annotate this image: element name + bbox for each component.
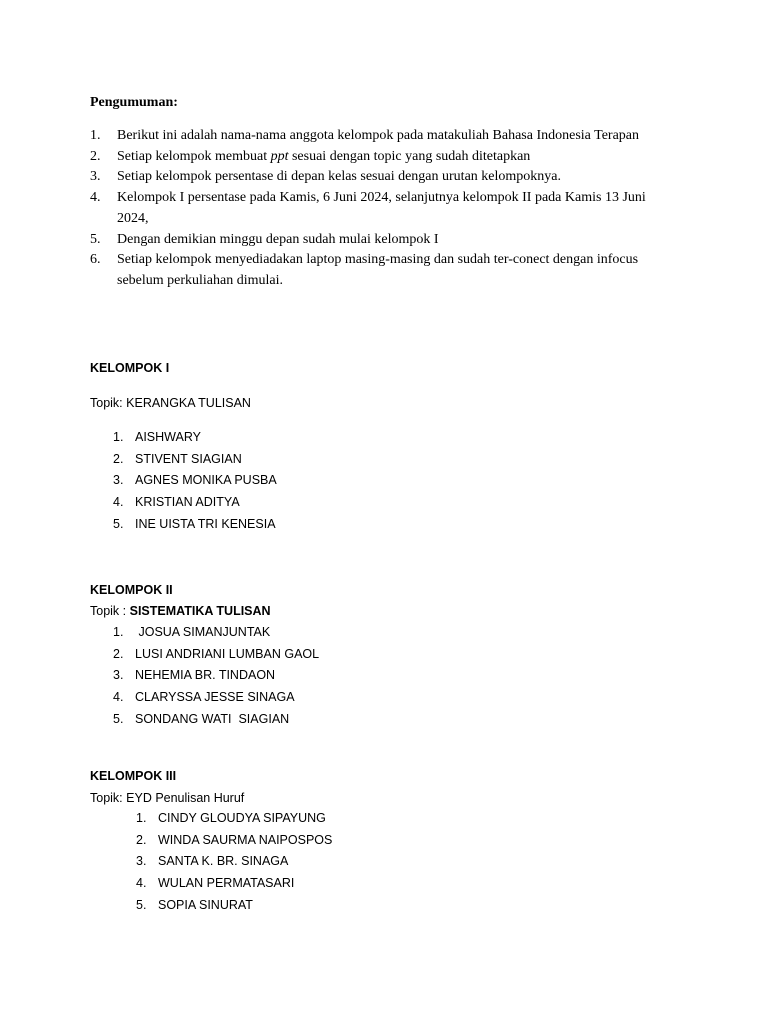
announcement-item-text: Berikut ini adalah nama-nama anggota kelompok pada matakuliah Bahasa Indonesia Terapan [117, 128, 640, 143]
announcement-title: Pengumuman: [90, 95, 178, 110]
member-name: INE UISTA TRI KENESIA [135, 516, 276, 531]
announcement-item-text: ppt [270, 148, 289, 164]
member-number: 2. [136, 832, 147, 847]
member-name: AISHWARY [135, 430, 201, 444]
group-3-title: KELOMPOK III [90, 769, 177, 783]
member-name: SONDANG WATI SIAGIAN [135, 711, 290, 726]
member-number: 4. [113, 495, 124, 510]
announcement-item [90, 126, 670, 147]
member-number: 5. [136, 897, 147, 912]
member-number: 3. [113, 668, 124, 683]
announcement-item-text: sesuai dengan topic yang sudah ditetapkan [288, 148, 531, 164]
announcement-item [90, 167, 670, 188]
member-name: AGNES MONIKA PUSBA [135, 473, 277, 488]
member-number: 2. [113, 646, 124, 661]
member-number: 5. [113, 516, 124, 531]
group-3-topic-label: Topik: [90, 791, 127, 805]
member-name: STIVENT SIAGIAN [135, 451, 242, 466]
group-1-topic-value: KERANGKA TULISAN [126, 396, 251, 410]
announcement-item-text: Setiap kelompok menyediadakan laptop masing-masing dan sudah ter-conect dengan infocus sebelum perkuliahan dimulai. [117, 252, 639, 288]
member-number: 5. [113, 711, 124, 726]
member-number: 2. [113, 451, 124, 466]
announcement-item-number: 3. [90, 169, 101, 185]
member-name: WINDA SAURMA NAIPOSPOS [158, 832, 333, 847]
announcement-item [90, 147, 670, 168]
member-number: 1. [113, 625, 124, 639]
announcement-item-number: 6. [90, 252, 101, 268]
announcement-list [90, 126, 670, 292]
announcement-item [90, 250, 670, 291]
announcement-item [90, 188, 670, 229]
member-name: WULAN PERMATASARI [158, 876, 295, 891]
group-1-topic [90, 394, 251, 412]
member-name: NEHEMIA BR. TINDAON [135, 668, 276, 683]
group-3-topic-value: EYD Penulisan Huruf [126, 791, 245, 805]
announcement-item-text: Setiap kelompok membuat [117, 148, 271, 164]
member-number: 1. [136, 811, 147, 825]
member-name: CLARYSSA JESSE SINAGA [135, 690, 295, 705]
group-1-topic-label: Topik: [90, 396, 127, 410]
announcement-item-text: Setiap kelompok persentase di depan kelas sesuai dengan urutan kelompoknya. [117, 169, 561, 185]
member-number: 3. [113, 473, 124, 488]
group-3-topic [90, 789, 244, 807]
group-2-topic-value: SISTEMATIKA TULISAN [129, 604, 271, 618]
announcement-item-text: Kelompok I persentase pada Kamis, 6 Juni 2024, selanjutnya kelompok II pada Kamis 13 Juni 2024, [117, 190, 646, 226]
member-number: 4. [113, 690, 124, 705]
group-2-topic [90, 602, 271, 620]
member-name: SOPIA SINURAT [158, 897, 253, 912]
announcement-item [90, 230, 670, 251]
announcement-item-number: 2. [90, 148, 101, 164]
announcement-item-number: 4. [90, 190, 101, 206]
member-name: KRISTIAN ADITYA [135, 495, 240, 510]
member-name: SANTA K. BR. SINAGA [158, 854, 289, 869]
announcement-item-number: 5. [90, 231, 101, 247]
member-number: 4. [136, 876, 147, 891]
group-2-topic-label: Topik : [90, 604, 130, 618]
group-2-title: KELOMPOK II [90, 583, 173, 597]
group-1-title: KELOMPOK I [90, 361, 170, 375]
member-number: 1. [113, 430, 124, 444]
member-name: LUSI ANDRIANI LUMBAN GAOL [135, 646, 320, 661]
member-number: 3. [136, 854, 147, 869]
member-name: JOSUA SIMANJUNTAK [135, 625, 271, 639]
announcement-item-number: 1. [90, 128, 101, 143]
member-name: CINDY GLOUDYA SIPAYUNG [158, 811, 326, 825]
announcement-item-text: Dengan demikian minggu depan sudah mulai kelompok I [117, 231, 439, 247]
